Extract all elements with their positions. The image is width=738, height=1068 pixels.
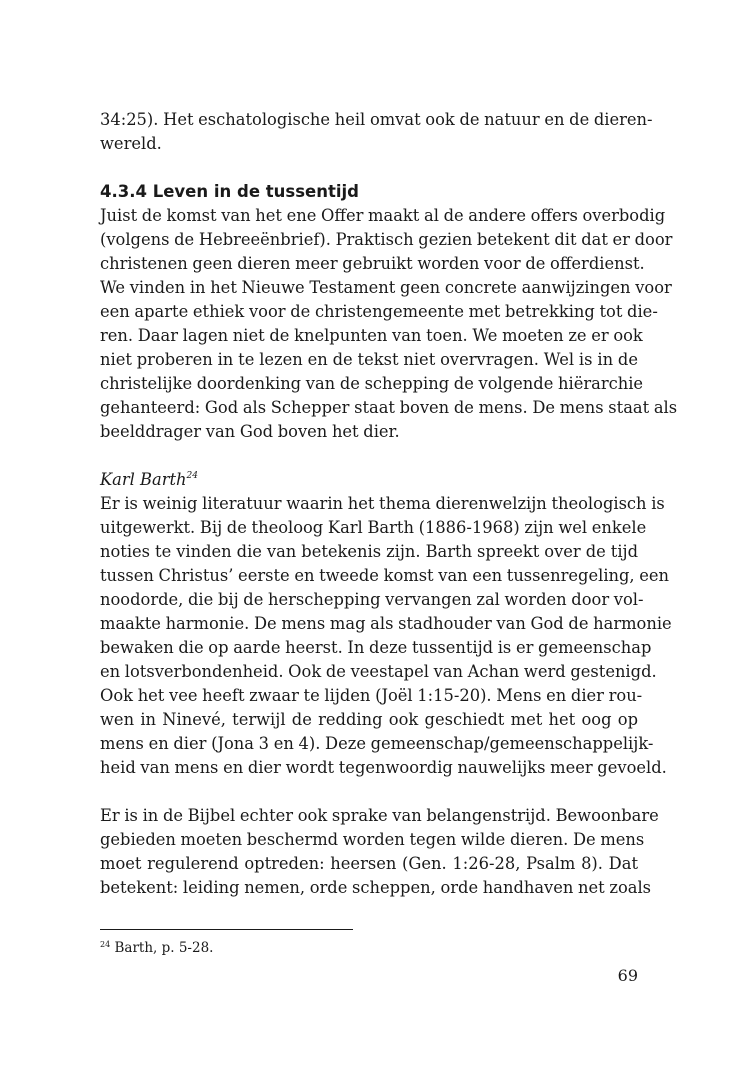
subheading-karl-barth: [100, 468, 638, 492]
text-line: Ook het vee heeft zwaar te lijden (Joël 1:15-20). Mens en dier rou-: [100, 686, 643, 705]
text-line: heid van mens en dier wordt tegenwoordig nauwelijks meer gevoeld.: [100, 758, 667, 777]
text-line: Er is in de Bijbel echter ook sprake van belangenstrijd. Bewoonbare: [100, 806, 659, 825]
footnote-divider: [100, 929, 353, 930]
text-line: wereld.: [100, 134, 162, 153]
footnote-text: Barth, p. 5-28.: [110, 940, 214, 956]
barth-paragraph: [100, 492, 672, 780]
text-line: ren. Daar lagen niet de knelpunten van toen. We moeten ze er ook: [100, 326, 643, 345]
text-line: christenen geen dieren meer gebruikt worden voor de offerdienst.: [100, 254, 645, 273]
text-line: noties te vinden die van betekenis zijn. Barth spreekt over de tijd: [100, 542, 638, 561]
text-line: (volgens de Hebreeënbrief). Praktisch gezien betekent dit dat er door: [100, 230, 673, 249]
text-line: beelddrager van God boven het dier.: [100, 422, 400, 441]
text-line: betekent: leiding nemen, orde scheppen, orde handhaven net zoals: [100, 878, 652, 897]
text-line: gebieden moeten beschermd worden tegen wilde dieren. De mens: [100, 830, 645, 849]
text-line: een aparte ethiek voor de christengemeente met betrekking tot die-: [100, 302, 658, 321]
section-paragraph: [100, 204, 678, 444]
text-line: 34:25). Het eschatologische heil omvat ook de natuur en de dieren-: [100, 110, 653, 129]
text-line: tussen Christus’ eerste en tweede komst van een tussenregeling, een: [100, 566, 670, 585]
text-line: Juist de komst van het ene Offer maakt al de andere offers overbodig: [100, 206, 666, 225]
text-line: We vinden in het Nieuwe Testament geen concrete aanwijzingen voor: [100, 278, 672, 297]
footnote-number: 24: [100, 940, 111, 949]
text-line: christelijke doordenking van de schepping de volgende hiërarchie: [100, 374, 644, 393]
text-line: wen in Ninevé, terwijl de redding ook geschiedt met het oog op: [100, 710, 638, 729]
text-line: bewaken die op aarde heerst. In deze tussentijd is er gemeenschap: [100, 638, 652, 657]
page-body: [100, 108, 678, 900]
text-line: Er is weinig literatuur waarin het thema dierenwelzijn theologisch is: [100, 494, 665, 513]
text-line: moet regulerend optreden: heersen (Gen. 1:26-28, Psalm 8). Dat: [100, 854, 638, 873]
footnote-reference[interactable]: 24: [186, 471, 198, 481]
text-line: uitgewerkt. Bij de theoloog Karl Barth (1886-1968) zijn wel enkele: [100, 518, 647, 537]
text-line: noodorde, die bij de herschepping vervangen zal worden door vol-: [100, 590, 644, 609]
section-heading: 4.3.4 Leven in de tussentijd: [100, 182, 359, 201]
conflict-paragraph: [100, 804, 659, 900]
footnote: [100, 938, 213, 958]
intro-paragraph: [100, 108, 653, 156]
text-line: gehanteerd: God als Schepper staat boven de mens. De mens staat als: [100, 398, 678, 417]
text-line: maakte harmonie. De mens mag als stadhouder van God de harmonie: [100, 614, 672, 633]
text-line: mens en dier (Jona 3 en 4). Deze gemeenschap/gemeenschappelijk-: [100, 734, 654, 753]
page-number: 69: [617, 966, 638, 985]
text-line: niet proberen in te lezen en de tekst niet overvragen. Wel is in de: [100, 350, 638, 369]
text-line: en lotsverbondenheid. Ook de veestapel van Achan werd gestenigd.: [100, 662, 657, 681]
subheading-text: Karl Barth: [100, 470, 187, 489]
